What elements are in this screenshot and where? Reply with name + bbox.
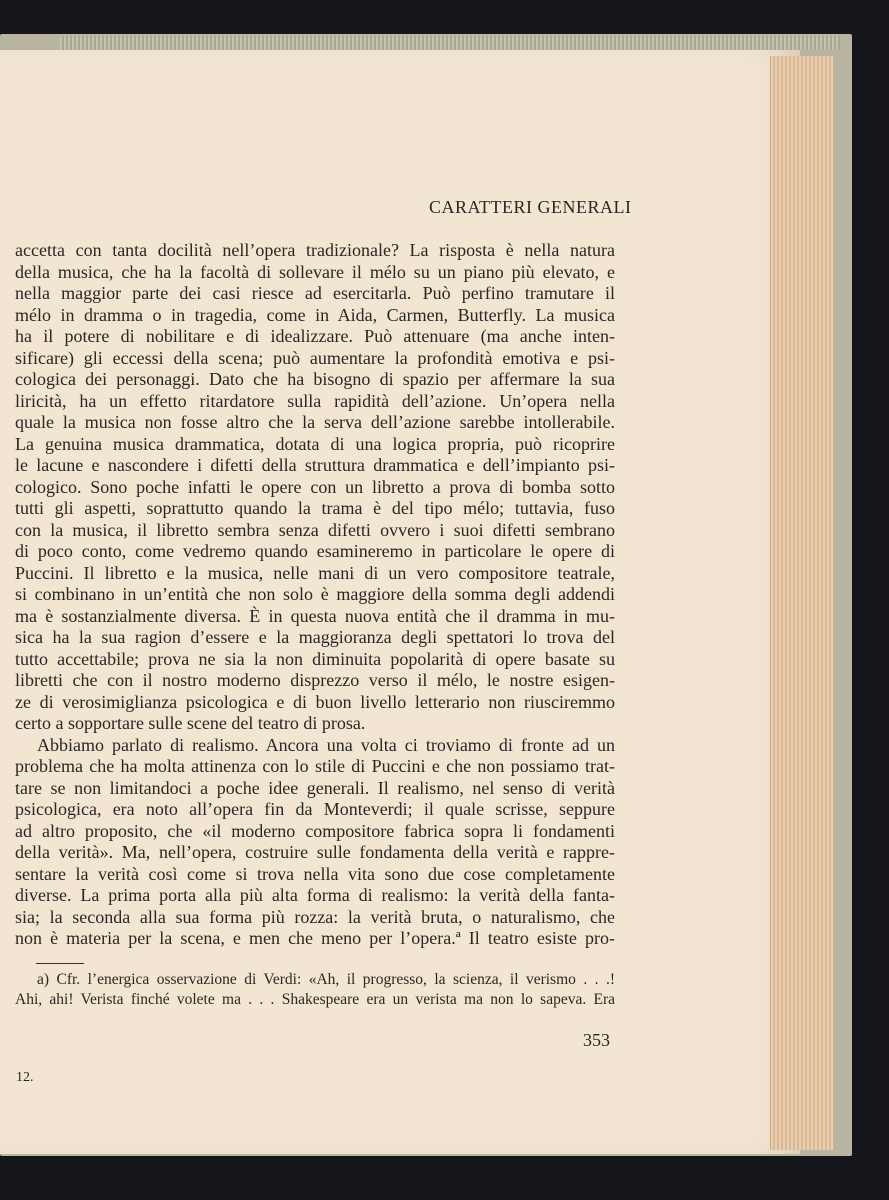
footnote-line: Ahi, ahi! Verista finché volete ma . . . Shakespeare era un verista ma non lo sapeva. Era — [15, 991, 615, 1008]
body-line: problema che ha molta attinenza con lo stile di Puccini e che non possiamo trat- — [15, 756, 615, 776]
body-line: Abbiamo parlato di realismo. Ancora una volta ci troviamo di fronte ad un — [37, 734, 615, 755]
body-line: di poco conto, come vedremo quando esamineremo in particolare le opere di — [15, 541, 615, 561]
body-line: con la musica, il libretto sembra senza difetti ovvero i suoi difetti sembrano — [15, 519, 615, 540]
footnote-line: a) Cfr. l’energica osservazione di Verdi: «Ah, il progresso, la scienza, il verismo . . .! — [37, 971, 615, 988]
body-line: ma è sostanzialmente diversa. È in questa nuova entità che il dramma in mu- — [15, 605, 615, 626]
body-line: liricità, ha un effetto ritardatore sulla rapidità dell’azione. Un’opera nella — [15, 390, 615, 411]
body-line: accetta con tanta docilità nell’opera tradizionale? La risposta è nella natura — [15, 240, 615, 260]
body-line: sica ha la sua ragion d’essere e la maggioranza degli spettatori lo trova del — [15, 627, 615, 647]
body-line: sentare la verità così come si trova nella vita sono due cose completamente — [15, 863, 615, 884]
body-line: quale la musica non fosse altro che la serva dell’azione sarebbe intollerabile. — [15, 412, 615, 432]
body-line: psicologica, era noto all’opera fin da Monteverdi; il quale scrisse, seppure — [15, 799, 615, 819]
body-line: tutti gli aspetti, soprattutto quando la trama è del tipo mélo; tuttavia, fuso — [15, 498, 615, 518]
body-line: libretti che con il nostro moderno disprezzo verso il mélo, le nostre esigen- — [15, 670, 615, 690]
body-line: della musica, che ha la facoltà di sollevare il mélo su un piano più elevato, e — [15, 261, 615, 282]
cover-cloth-edge — [60, 36, 840, 50]
body-line: tare se non limitandoci a poche idee generali. Il realismo, nel senso di verità — [15, 777, 615, 798]
body-line: nella maggior parte dei casi riesce ad esercitarla. Può perfino tramutare il — [15, 283, 615, 303]
body-line: ad altro proposito, che «il moderno compositore fabrica sopra li fondamenti — [15, 820, 615, 841]
body-line: le lacune e nascondere i difetti della struttura drammatica e dell’impianto psi- — [15, 455, 615, 475]
footnote-rule — [36, 963, 84, 964]
body-line: ha il potere di nobilitare e di idealizzare. Può attenuare (ma anche inten- — [15, 326, 615, 346]
body-line: sificare) gli eccessi della scena; può aumentare la profondità emotiva e psi- — [15, 347, 615, 368]
running-header: CARATTERI GENERALI — [429, 197, 632, 217]
body-text — [15, 240, 615, 950]
signature-mark: 12. — [16, 1070, 34, 1085]
body-line: Puccini. Il libretto e la musica, nelle mani di un vero compositore teatrale, — [15, 562, 615, 583]
page-number: 353 — [583, 1030, 610, 1050]
body-line: sia; la seconda alla sua forma più rozza: la verità bruta, o naturalismo, che — [15, 906, 615, 927]
page-block-edge — [770, 56, 833, 1150]
body-line: diverse. La prima porta alla più alta forma di realismo: la verità della fanta- — [15, 885, 615, 905]
body-line: cologico. Sono poche infatti le opere con un libretto a prova di bomba sotto — [15, 476, 615, 497]
footnote — [15, 970, 615, 1010]
body-line: ze di verosimiglianza psicologica e di buon livello letterario non riusciremmo — [15, 691, 615, 712]
body-line: tutto accettabile; prova ne sia la non diminuita popolarità di opere basate su — [15, 648, 615, 669]
body-line: si combinano in un’entità che non solo è maggiore della somma degli addendi — [15, 584, 615, 604]
body-line: mélo in dramma o in tragedia, come in Aida, Carmen, Butterfly. La musica — [15, 304, 615, 325]
body-line: cologica dei personaggi. Dato che ha bisogno di spazio per affermare la sua — [15, 369, 615, 389]
body-line: La genuina musica drammatica, dotata di una logica propria, può ricoprire — [15, 433, 615, 454]
body-line: della verità». Ma, nell’opera, costruire sulle fondamenta della verità e rappre- — [15, 842, 615, 862]
body-line: certo a sopportare sulle scene del teatro di prosa. — [15, 713, 366, 733]
body-line: non è materia per la scena, e men che meno per l’opera.ª Il teatro esiste pro- — [15, 928, 615, 948]
